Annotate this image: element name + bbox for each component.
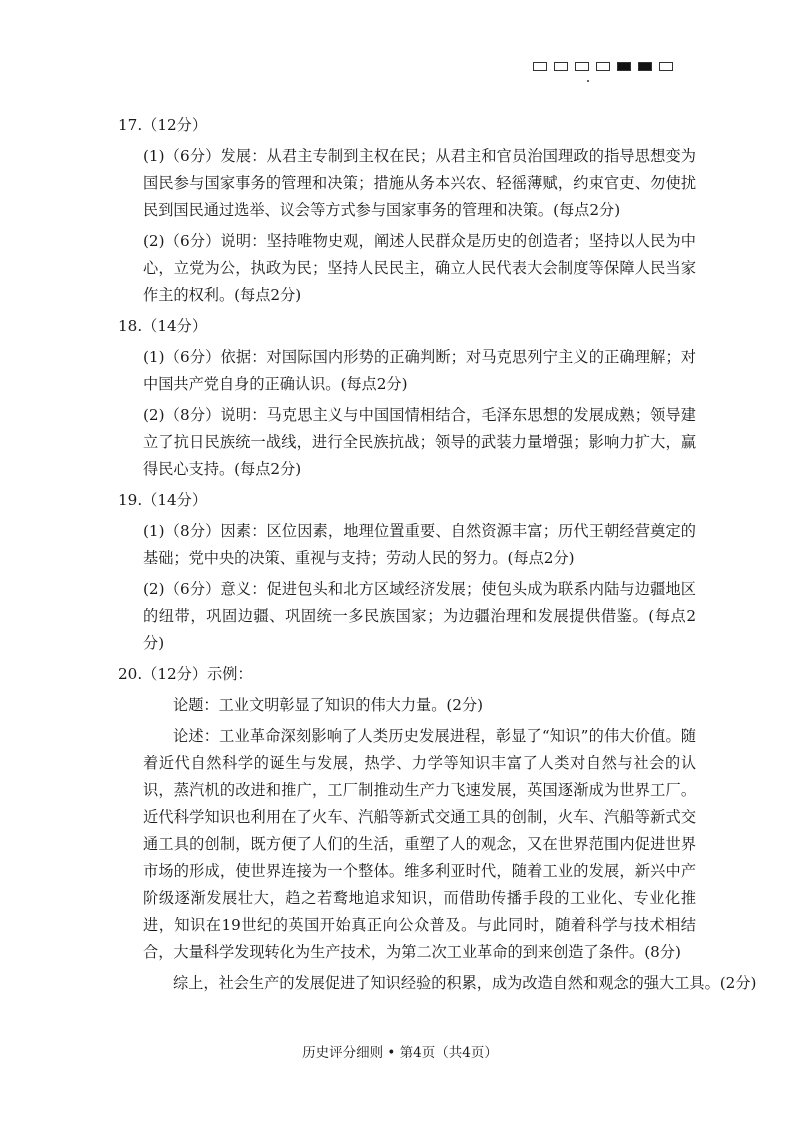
page-footer: 历史评分细则 • 第4页（共4页）: [302, 1045, 498, 1061]
indicator-box-filled: [617, 62, 631, 71]
question-17-part-1: (1)（6分）发展：从君主专制到主权在民；从君主和官员治国理政的指导思想变为国民参与国家事务的管理和决策；措施从务本兴农、轻徭薄赋，约束官吏、勿使扰民到国民通过选举、议会等方式参与国家事务的管理和决策。(每点2分): [143, 147, 696, 219]
page-indicator: [533, 62, 673, 71]
question-17-part-2: (2)（6分）说明：坚持唯物史观，阐述人民群众是历史的创造者；坚持以人民为中心，立党为公，执政为民；坚持人民民主，确立人民代表大会制度等保障人民当家作主的权利。(每点2分): [143, 232, 696, 304]
indicator-box-filled: [638, 62, 652, 71]
indicator-box-empty: [659, 62, 673, 71]
question-18-part-2: (2)（8分）说明：马克思主义与中国国情相结合，毛泽东思想的发展成熟；领导建立了抗日民族统一战线，进行全民族抗战；领导的武装力量增强；影响力扩大，赢得民心支持。(每点2分): [143, 406, 696, 478]
question-20-argument: 论述：工业革命深刻影响了人类历史发展进程，彰显了“知识”的伟大价值。随着近代自然科学的诞生与发展，热学、力学等知识丰富了人类对自然与社会的认识，蒸汽机的改进和推广，工厂制推动生产力飞速发展，英国逐渐成为世界工厂。近代科学知识也利用在了火车、汽船等新式交通工具的创制，火车、汽船等新式交通工具的创制，既方便了人们的生活，重塑了人的观念，又在世界范围内促进世界市场的形成，使世界连接为一个整体。维多利亚时代，随着工业的发展，新兴中产阶级逐渐发展壮大，趋之若鹜地追求知识，而借助传播手段的工业化、专业化推进，知识在19世纪的英国开始真正向公众普及。与此同时，随着科学与技术相结合，大量科学发现转化为生产技术，为第二次工业革命的到来创造了条件。(8分): [143, 727, 696, 961]
question-19-part-1: (1)（8分）因素：区位因素，地理位置重要、自然资源丰富；历代王朝经营奠定的基础；党中央的决策、重视与支持；劳动人民的努力。(每点2分): [143, 522, 696, 567]
question-20-heading: 20.（12分）示例：: [118, 665, 253, 683]
indicator-box-empty: [596, 62, 610, 71]
indicator-box-empty: [554, 62, 568, 71]
question-19-part-2: (2)（6分）意义：促进包头和北方区域经济发展；使包头成为联系内陆与边疆地区的纽带，巩固边疆、巩固统一多民族国家；为边疆治理和发展提供借鉴。(每点2分): [143, 580, 696, 652]
indicator-box-empty: [575, 62, 589, 71]
question-18-heading: 18.（14分）: [118, 317, 208, 335]
question-20-conclusion: 综上，社会生产的发展促进了知识经验的积累，成为改造自然和观念的强大工具。(2分): [173, 974, 757, 992]
indicator-box-empty: [533, 62, 547, 71]
question-17-heading: 17.（12分）: [118, 116, 208, 134]
question-20-thesis: 论题：工业文明彰显了知识的伟大力量。(2分): [173, 696, 484, 714]
question-19-heading: 19.（14分）: [118, 491, 208, 509]
answer-key-body: [118, 112, 757, 997]
decorative-dot: [587, 80, 589, 82]
question-18-part-1: (1)（6分）依据：对国际国内形势的正确判断；对马克思列宁主义的正确理解；对中国共产党自身的正确认识。(每点2分): [143, 348, 696, 393]
